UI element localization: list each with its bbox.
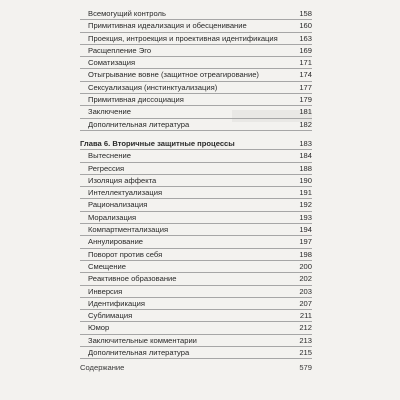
- toc-page-number: 200: [299, 261, 312, 271]
- toc-row: [80, 347, 312, 359]
- toc-entry-label: Изоляция аффекта: [88, 175, 157, 185]
- toc-entry-label: Всемогущий контроль: [88, 9, 166, 18]
- toc-row: [80, 236, 312, 248]
- toc-row: [80, 187, 312, 199]
- toc-entry-label: Сублимация: [88, 311, 133, 321]
- toc-page-number: 160: [299, 21, 312, 31]
- toc-page-number: 198: [299, 249, 312, 259]
- toc-page-number: 169: [299, 45, 312, 55]
- toc-row: [80, 298, 312, 310]
- toc-page-number: 182: [299, 119, 312, 129]
- toc-page-number: 211: [299, 311, 312, 321]
- toc-page-number: 163: [299, 33, 312, 43]
- toc-row: [80, 119, 312, 131]
- toc-row: [80, 33, 312, 45]
- toc-entry-label: Реактивное образование: [88, 274, 177, 284]
- toc-page-number: 171: [299, 58, 312, 68]
- toc-entry-label: Компартментализация: [88, 225, 169, 235]
- toc-page-number: 177: [299, 82, 312, 92]
- toc-row: [80, 175, 312, 187]
- toc-row: [80, 286, 312, 298]
- toc-row: [80, 150, 312, 162]
- toc-entry-label: Отыгрывание вовне (защитное отреагирование): [88, 70, 259, 80]
- toc-page-number: 212: [299, 323, 312, 333]
- toc-row: [80, 57, 312, 69]
- toc-entry-label: Регрессия: [88, 163, 125, 173]
- toc-row: [80, 8, 312, 20]
- toc-page-number: 202: [299, 274, 312, 284]
- toc-entry-label: Дополнительная литература: [88, 348, 190, 358]
- toc-page-number: 190: [299, 175, 312, 185]
- toc-entry-label: Соматизация: [88, 58, 136, 68]
- toc-row: [80, 106, 312, 118]
- toc-row: [80, 261, 312, 273]
- toc-page-number: 194: [299, 225, 312, 235]
- toc-row: [80, 163, 312, 175]
- toc-entry-label: Юмор: [88, 323, 110, 333]
- toc-entry-label: Расщепление Эго: [88, 45, 152, 55]
- toc-entry-label: Примитивная диссоциация: [88, 95, 184, 105]
- toc-entry-label: Интеллектуализация: [88, 188, 163, 198]
- toc-entry-label: Поворот против себя: [88, 249, 163, 259]
- toc-page-number: 181: [299, 107, 312, 117]
- toc-entry-label: Вытеснение: [88, 151, 132, 161]
- toc-page-number: 193: [299, 212, 312, 222]
- table-of-contents: [80, 8, 312, 359]
- toc-row: [80, 310, 312, 322]
- toc-row: [80, 45, 312, 57]
- toc-entry-label: Примитивная идеализация и обесценивание: [88, 21, 247, 31]
- toc-row: [80, 224, 312, 236]
- toc-page-number: 158: [299, 9, 312, 18]
- toc-entry-label: Смещение: [88, 261, 126, 271]
- toc-page-number: 179: [299, 95, 312, 105]
- toc-row: [80, 94, 312, 106]
- toc-row: [80, 212, 312, 224]
- toc-row: [80, 273, 312, 285]
- toc-chapter-row: [80, 138, 312, 150]
- toc-entry-label: Дополнительная литература: [88, 119, 190, 129]
- toc-entry-label: Морализация: [88, 212, 137, 222]
- footer-page-number: 579: [299, 363, 312, 372]
- toc-row: [80, 20, 312, 32]
- toc-page-number: 203: [299, 286, 312, 296]
- toc-page-number: 191: [299, 188, 312, 198]
- toc-page-number: 197: [299, 237, 312, 247]
- toc-entry-label: Инверсия: [88, 286, 123, 296]
- toc-row: [80, 69, 312, 81]
- toc-page-number: 174: [299, 70, 312, 80]
- footer-section-title: Содержание: [80, 363, 125, 372]
- toc-entry-label: Идентификация: [88, 298, 145, 308]
- toc-entry-label: Проекция, интроекция и проективная идентификация: [88, 33, 278, 43]
- toc-page-number: 215: [299, 348, 312, 358]
- toc-row: [80, 249, 312, 261]
- toc-entry-label: Рационализация: [88, 200, 148, 210]
- toc-page-number: 213: [299, 335, 312, 345]
- toc-row: [80, 335, 312, 347]
- page-footer: [80, 363, 312, 372]
- toc-entry-label: Заключительные комментарии: [88, 335, 197, 345]
- toc-page-number: 184: [299, 151, 312, 161]
- toc-entry-label: Заключение: [88, 107, 132, 117]
- toc-row: [80, 82, 312, 94]
- toc-entry-label: Глава 6. Вторичные защитные процессы: [80, 138, 235, 148]
- toc-page-number: 192: [299, 200, 312, 210]
- toc-row: [80, 199, 312, 211]
- toc-page-number: 183: [299, 138, 312, 148]
- toc-entry-label: Сексуализация (инстинктуализация): [88, 82, 218, 92]
- toc-entry-label: Аннулирование: [88, 237, 144, 247]
- toc-page-number: 188: [299, 163, 312, 173]
- toc-row: [80, 322, 312, 334]
- toc-page-number: 207: [299, 298, 312, 308]
